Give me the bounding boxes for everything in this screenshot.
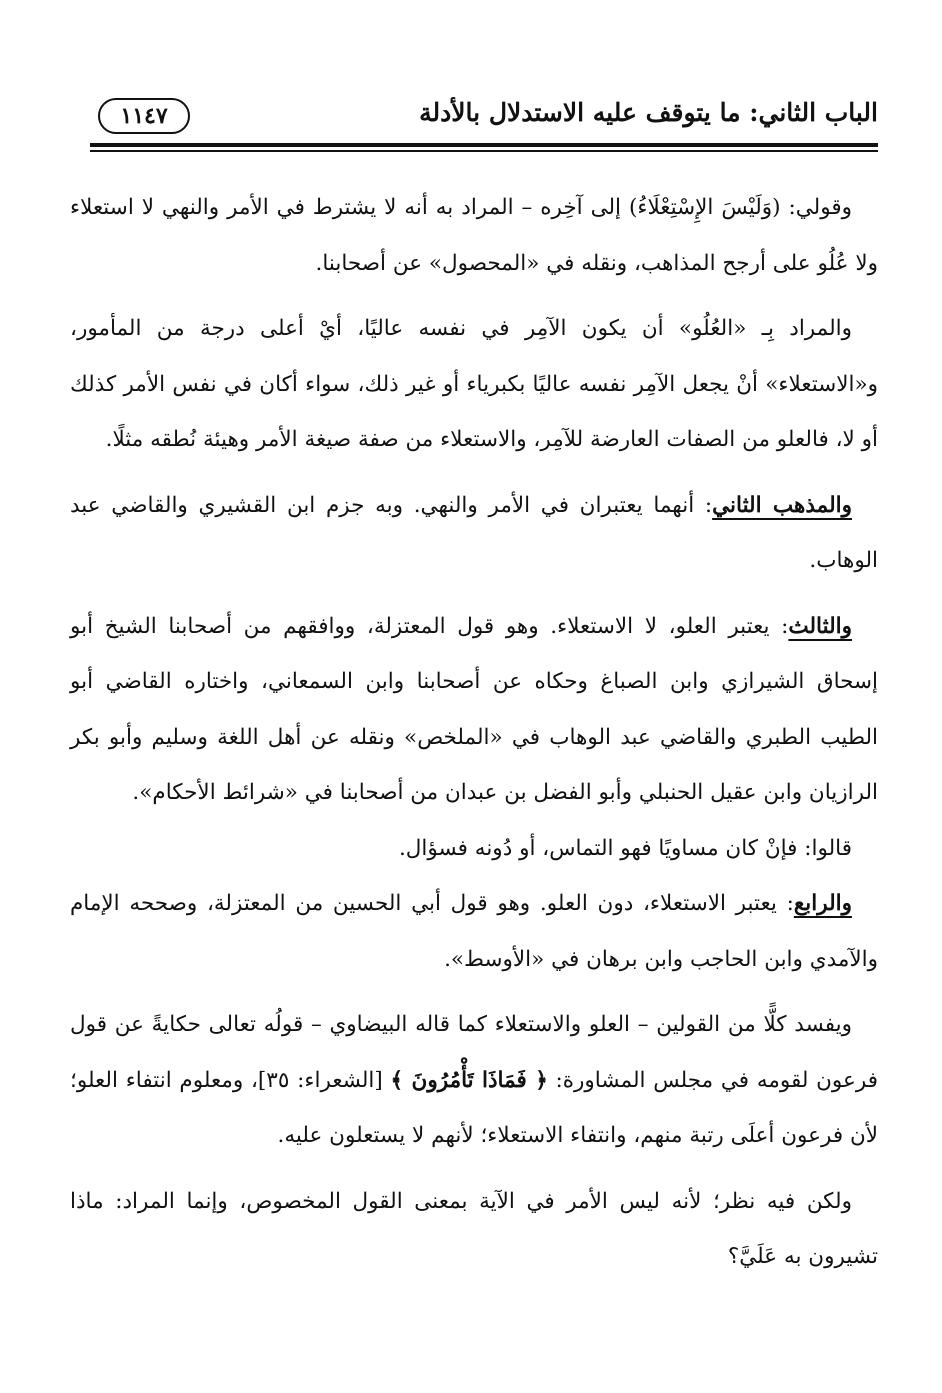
paragraph [70, 180, 878, 291]
page-number-badge: ١١٤٧ [98, 98, 190, 134]
paragraph [70, 1174, 878, 1285]
paragraph-text: ويفسد كلًّا من القولين – العلو والاستعلاء كما قاله البيضاوي – قولُه تعالى حكايةً عن قول فرعون لقومه في مجلس المشاورة: [70, 1012, 879, 1093]
paragraph-term: والثالث [788, 613, 852, 639]
paragraph-text: : يعتبر العلو، لا الاستعلاء. وهو قول المعتزلة، ووافقهم من أصحابنا الشيخ أبو إسحاق الشيرازي وابن الصباغ وحكاه عن أصحابنا وابن السمعاني، واختاره القاضي أبو الطيب الطبري والقاضي عبد الوهاب في «الملخص» ونقله عن أهل اللغة وسليم وأبو بكر الرازيان وابن عقيل الحنبلي وأبو الفضل بن عبدان من أصحابنا في «شرائط الأحكام». [70, 613, 878, 805]
paragraph-text: [الشعراء: ٣٥]، ومعلوم انتفاء العلو؛ لأن فرعون أعلَى رتبة منهم، وانتفاء الاستعلاء؛ لأنهم لا يستعلون عليه. [70, 1067, 878, 1148]
header-rule-thin [90, 150, 878, 152]
paragraph [70, 301, 878, 468]
paragraph [70, 997, 878, 1164]
paragraph [70, 478, 878, 589]
paragraph [70, 876, 878, 987]
page-header [70, 92, 878, 140]
paragraph [70, 599, 878, 821]
paragraph-text: قالوا: فإنْ كان مساويًا فهو التماس، أو دُونه فسؤال. [398, 835, 852, 861]
page-body [70, 180, 878, 1285]
paragraph-text: والمراد بِـ «العُلُو» أن يكون الآمِر في نفسه عاليًا، أيْ أعلى درجة من المأمور، و«الاستعلاء» أنْ يجعل الآمِر نفسه عاليًا بكبرياء أو غير ذلك، سواء أكان في نفس الأمر كذلك أو لا، فالعلو من الصفات العارضة للآمِر، والاستعلاء من صفة صيغة الأمر وهيئة نُطقه مثلًا. [70, 316, 878, 452]
quran-verse: ﴿ فَمَاذَا تَأْمُرُونَ ﴾ [390, 1067, 548, 1093]
paragraph-text: : أنهما يعتبران في الأمر والنهي. وبه جزم ابن القشيري والقاضي عبد الوهاب. [70, 492, 878, 573]
chapter-title: الباب الثاني: ما يتوقف عليه الاستدلال بالأدلة [419, 98, 878, 127]
header-rule-thick [90, 143, 878, 147]
paragraph-text: وقولي: (وَلَيْسَ الإِسْتِعْلَاءُ) إلى آخِره – المراد به أنه لا يشترط في الأمر والنهي لا استعلاء ولا عُلُو على أرجح المذاهب، ونقله في «المحصول» عن أصحابنا. [70, 195, 878, 276]
paragraph-text: : يعتبر الاستعلاء، دون العلو. وهو قول أبي الحسين من المعتزلة، وصححه الإمام والآمدي وابن الحاجب وابن برهان في «الأوسط». [70, 891, 878, 972]
paragraph-text: ولكن فيه نظر؛ لأنه ليس الأمر في الآية بمعنى القول المخصوص، وإنما المراد: ماذا تشيرون به عَلَيَّ؟ [70, 1188, 878, 1269]
paragraph-term: والرابع [793, 891, 852, 916]
paragraph-term: والمذهب الثاني [712, 492, 852, 518]
paragraph [70, 821, 878, 877]
book-page [70, 92, 879, 1269]
